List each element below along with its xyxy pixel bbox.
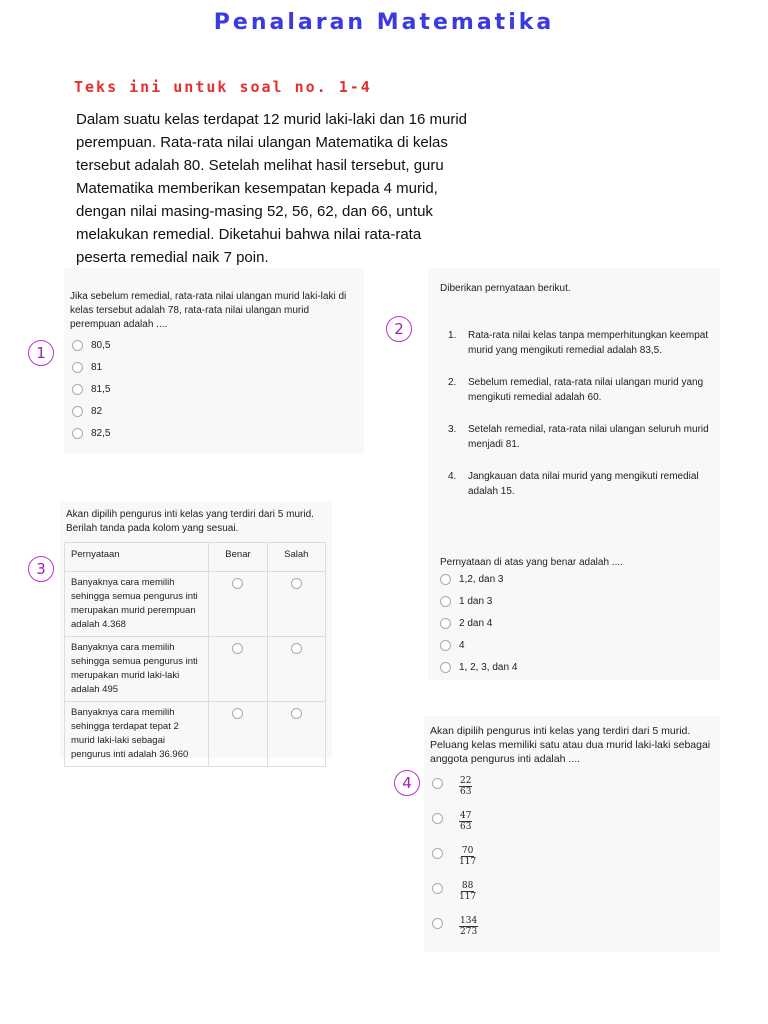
radio-icon[interactable] (232, 708, 243, 719)
fraction-denominator: 63 (460, 787, 472, 797)
statement-item (448, 375, 718, 405)
question-4-option[interactable] (432, 916, 478, 951)
question-2-options (440, 568, 517, 678)
statement-text: Rata-rata nilai kelas tanpa memperhitungkan keempat murid yang mengikuti remedial adalah 83,5. (468, 330, 709, 356)
false-cell (267, 637, 325, 702)
option-label: 80,5 (91, 339, 111, 351)
fraction-numerator: 47 (460, 811, 472, 821)
radio-icon[interactable] (440, 662, 451, 673)
fraction-label (459, 776, 472, 797)
option-label: 1 dan 3 (459, 595, 493, 607)
question-4-text: Akan dipilih pengurus inti kelas yang terdiri dari 5 murid. Peluang kelas memiliki satu atau dua murid laki-laki sebagai anggota pengurus inti adalah .... (430, 725, 711, 765)
option-label: 1,2, dan 3 (459, 573, 504, 585)
fraction-denominator: 273 (460, 927, 478, 937)
radio-icon[interactable] (232, 578, 243, 589)
question-1-option[interactable] (72, 378, 110, 400)
radio-icon[interactable] (291, 578, 302, 589)
question-4-option[interactable] (432, 811, 478, 846)
radio-icon[interactable] (432, 918, 443, 929)
question-2-option[interactable] (440, 656, 517, 678)
fraction-denominator: 117 (459, 892, 477, 902)
row-statement: Banyaknya cara memilih sehingga semua pengurus inti merupakan murid perempuan adalah 4.368 (65, 572, 209, 637)
false-cell (267, 702, 325, 767)
question-4-option[interactable] (432, 846, 478, 881)
radio-icon[interactable] (72, 406, 83, 417)
statement-item (448, 469, 718, 499)
true-cell (209, 637, 267, 702)
radio-icon[interactable] (291, 643, 302, 654)
table-header-row (65, 543, 326, 572)
option-label: 4 (459, 639, 465, 651)
question-1-option[interactable] (72, 422, 110, 444)
page-title: Penalaran Matematika (213, 10, 555, 35)
question-3-text: Akan dipilih pengurus inti kelas yang terdiri dari 5 murid. Berilah tanda pada kolom yang sesuai. (66, 509, 314, 534)
question-1-option[interactable] (72, 356, 110, 378)
statement-item (448, 328, 718, 358)
statement-item (448, 422, 718, 452)
statement-number: 3. (448, 424, 457, 435)
fraction-label (459, 916, 478, 937)
radio-icon[interactable] (72, 428, 83, 439)
radio-icon[interactable] (432, 813, 443, 824)
option-label: 81 (91, 361, 103, 373)
question-1-option[interactable] (72, 334, 110, 356)
question-4-option[interactable] (432, 776, 478, 811)
fraction-label (459, 811, 472, 832)
statement-number: 1. (448, 330, 457, 341)
option-label: 1, 2, 3, dan 4 (459, 661, 518, 673)
question-1-number-mark: 1 (28, 340, 54, 366)
statement-number: 2. (448, 377, 457, 388)
radio-icon[interactable] (72, 362, 83, 373)
option-label: 82 (91, 405, 103, 417)
option-label: 81,5 (91, 383, 111, 395)
question-3-table (64, 542, 326, 767)
table-row (65, 572, 326, 637)
false-cell (267, 572, 325, 637)
question-2-option[interactable] (440, 590, 517, 612)
statement-text: Setelah remedial, rata-rata nilai ulangan seluruh murid menjadi 81. (468, 424, 709, 450)
question-4-number-mark: 4 (394, 770, 420, 796)
passage-text: Dalam suatu kelas terdapat 12 murid laki-laki dan 16 murid perempuan. Rata-rata nilai ulangan Matematika di kelas tersebut adalah 80. Setelah melihat hasil tersebut, guru Matematika memberikan kesempatan kepada 4 murid, dengan nilai masing-masing 52, 56, 62, dan 66, untuk melakukan remedial. Diketahui bahwa nilai rata-rata peserta remedial naik 7 poin. (76, 111, 468, 266)
question-2-option[interactable] (440, 568, 517, 590)
statement-number: 4. (448, 471, 457, 482)
question-2-option[interactable] (440, 612, 517, 634)
question-2-text: Pernyataan di atas yang benar adalah .... (440, 557, 623, 568)
option-label: 82,5 (91, 427, 111, 439)
radio-icon[interactable] (440, 640, 451, 651)
row-statement: Banyaknya cara memilih sehingga semua pengurus inti merupakan murid laki-laki adalah 495 (65, 637, 209, 702)
column-header-statement: Pernyataan (65, 543, 209, 572)
radio-icon[interactable] (432, 778, 443, 789)
radio-icon[interactable] (440, 618, 451, 629)
fraction-denominator: 63 (460, 822, 472, 832)
column-header-true: Benar (209, 543, 267, 572)
fraction-numerator: 88 (461, 881, 474, 891)
fraction-denominator: 117 (459, 857, 477, 867)
question-1-options (72, 334, 110, 444)
question-2-statements (448, 328, 718, 516)
fraction-label (459, 846, 476, 867)
true-cell (209, 572, 267, 637)
fraction-label (459, 881, 476, 902)
table-row (65, 637, 326, 702)
passage-heading: Teks ini untuk soal no. 1-4 (74, 78, 372, 96)
option-label: 2 dan 4 (459, 617, 493, 629)
fraction-numerator: 134 (460, 916, 478, 926)
question-1-option[interactable] (72, 400, 110, 422)
fraction-numerator: 70 (461, 846, 474, 856)
radio-icon[interactable] (72, 384, 83, 395)
question-4-options (432, 776, 478, 951)
radio-icon[interactable] (232, 643, 243, 654)
fraction-numerator: 22 (460, 776, 472, 786)
radio-icon[interactable] (440, 596, 451, 607)
radio-icon[interactable] (72, 340, 83, 351)
question-1-text: Jika sebelum remedial, rata-rata nilai ulangan murid laki-laki di kelas tersebut adalah 78, rata-rata nilai ulangan murid perempuan adalah .... (70, 291, 347, 330)
question-2-number-mark: 2 (386, 316, 412, 342)
question-3-number-mark: 3 (28, 556, 54, 582)
table-row (65, 702, 326, 767)
column-header-false: Salah (267, 543, 325, 572)
statement-text: Jangkauan data nilai murid yang mengikuti remedial adalah 15. (468, 471, 699, 497)
question-2-intro: Diberikan pernyataan berikut. (440, 283, 571, 294)
row-statement: Banyaknya cara memilih sehingga terdapat tepat 2 murid laki-laki sebagai pengurus inti adalah 36.960 (65, 702, 209, 767)
statement-text: Sebelum remedial, rata-rata nilai ulangan murid yang mengikuti remedial adalah 60. (468, 377, 704, 403)
question-4-option[interactable] (432, 881, 478, 916)
question-2-option[interactable] (440, 634, 517, 656)
radio-icon[interactable] (291, 708, 302, 719)
radio-icon[interactable] (432, 848, 443, 859)
radio-icon[interactable] (440, 574, 451, 585)
radio-icon[interactable] (432, 883, 443, 894)
true-cell (209, 702, 267, 767)
